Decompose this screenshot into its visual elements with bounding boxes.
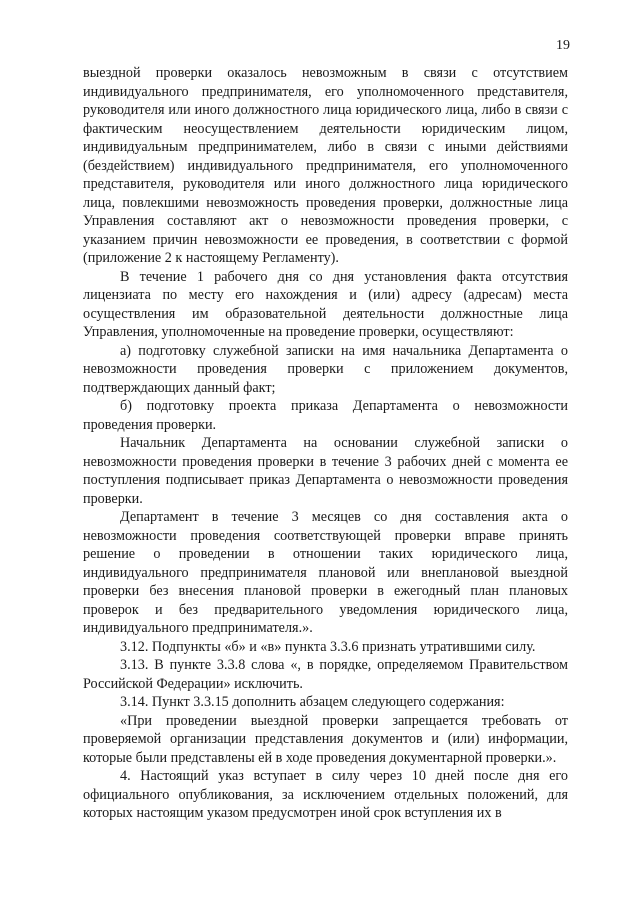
paragraph: Начальник Департамента на основании служебной записки о невозможности проведения проверки в течение 3 рабочих дней с момента ее поступления подписывает приказ Департамента о невозможности проведения проверки. bbox=[83, 435, 568, 507]
clause: 3.13. В пункте 3.3.8 слова «, в порядке, определяемом Правительством Российской Федерации» исключить. bbox=[83, 657, 568, 692]
list-item: а) подготовку служебной записки на имя начальника Департамента о невозможности проведения проверки с приложением документов, подтверждающих данный факт; bbox=[83, 342, 568, 396]
paragraph: Департамент в течение 3 месяцев со дня составления акта о невозможности проведения соответствующей проверки вправе принять решение о проведении в отношении таких юридического лица, индивидуального предпринимателя плановой или внеплановой выездной проверки без внесения плановой проверки в ежегодный план плановых проверок и без предварительного уведомления юридического лица, индивидуального предпринимателя.». bbox=[83, 509, 568, 636]
clause: 3.12. Подпункты «б» и «в» пункта 3.3.6 признать утратившими силу. bbox=[120, 638, 536, 655]
list-item: б) подготовку проекта приказа Департамента о невозможности проведения проверки. bbox=[83, 398, 568, 433]
quoted-paragraph: «При проведении выездной проверки запрещается требовать от проверяемой организации представления документов и (или) информации, которые были представлены ей в ходе проведения документарной проверки.». bbox=[83, 712, 568, 766]
document-body bbox=[83, 64, 568, 823]
clause: 4. Настоящий указ вступает в силу через 10 дней после дня его официального опубликования, за исключением отдельных положений, для которых настоящим указом предусмотрен иной срок вступления их в bbox=[83, 768, 568, 821]
paragraph: В течение 1 рабочего дня со дня установления факта отсутствия лицензиата по месту его нахождения и (или) адресу (адресам) места осуществления им образовательной деятельности должностные лица Управления, уполномоченные на проведение проверки, осуществляют: bbox=[83, 268, 568, 340]
page-number: 19 bbox=[556, 38, 570, 53]
clause: 3.14. Пункт 3.3.15 дополнить абзацем следующего содержания: bbox=[120, 694, 505, 710]
paragraph: выездной проверки оказалось невозможным в связи с отсутствием индивидуального предпринимателя, его уполномоченного представителя, руководителя или иного должностного лица юридического лица, либо в связи с фактическим неосуществлением деятельности юридическим лицом, индивидуальным предпринимателем, либо в связи с иными действиями (бездействием) индивидуального предпринимателя, его уполномоченного представителя, руководителя или иного должностного лица юридического лица, повлекшими невозможность проведения проверки, должностные лица Управления составляют акт о невозможности проведения проверки, с указанием причин невозможности ее проведения, в соответствии с формой (приложение 2 к настоящему Регламенту). bbox=[83, 65, 568, 266]
